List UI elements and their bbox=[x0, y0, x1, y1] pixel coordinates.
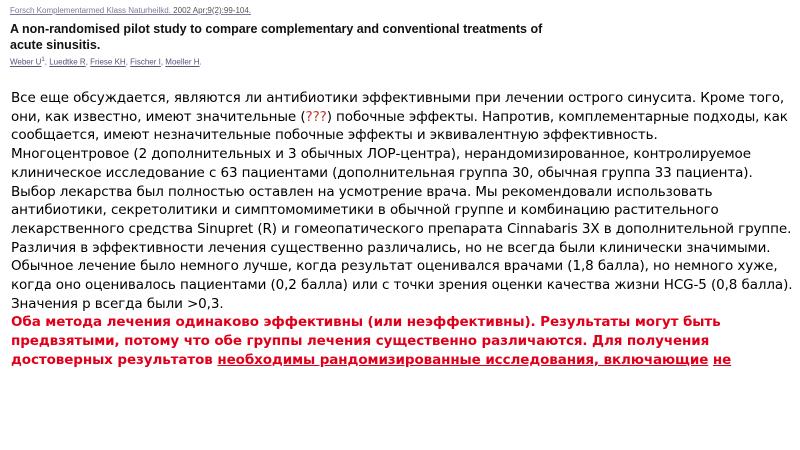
summary-text bbox=[11, 89, 797, 370]
paragraph-background bbox=[11, 89, 797, 145]
paragraph-conclusion bbox=[11, 313, 797, 369]
text-span: Все еще обсуждается, являются ли антибиотики эффективными при лечении острого синусита. Кроме того, они, как известно, имеют значительные ( bbox=[11, 90, 785, 125]
citation-title: A non-randomised pilot study to compare complementary and conventional treatments of acute sinusitis. bbox=[10, 22, 543, 52]
author-affiliation: 1 bbox=[41, 57, 45, 63]
underlined-text: не bbox=[712, 351, 732, 368]
citation-journal bbox=[10, 6, 251, 15]
paragraph-design: Многоцентровое (2 дополнительных и 3 обычных ЛОР-центра), нерандомизированное, контролируемое клиническое исследование с 63 пациентами (дополнительная группа 30, обычная группа 33 пациента). bbox=[11, 146, 753, 181]
citation-image bbox=[10, 0, 800, 72]
author-link[interactable]: Weber U bbox=[10, 57, 42, 67]
author-link[interactable]: Friese KH bbox=[90, 57, 126, 67]
text-span: Оба метода лечения одинаково эффективны (или неэффективны). Результаты могут быть предвзятыми, потому что обе группы лечения существенно различаются. Для получения достоверных результатов bbox=[11, 314, 721, 368]
author-link[interactable]: Moeller H bbox=[165, 57, 200, 67]
journal-date: 2002 Apr;9(2):99-104. bbox=[170, 6, 252, 15]
paragraph-results: Различия в эффективности лечения существенно различались, но не всегда были клинически значимыми. Обычное лечение было немного лучше, когда результат оценивался врачами (1,8 балла), но немного хуже, когда оно оценивалось пациентами (0,2 балла) или с точки зрения оценки качества жизни HCG-5 (0,8 балла). Значения р всегда были >0,3. bbox=[11, 239, 793, 312]
author-link[interactable]: Fischer I bbox=[130, 57, 161, 67]
underlined-text: необходимы рандомизированные исследования, включающие bbox=[217, 351, 709, 368]
author-link[interactable]: Luedtke R bbox=[49, 57, 86, 67]
journal-link[interactable]: Forsch Komplementarmed Klass Naturheilkd. bbox=[10, 6, 171, 15]
citation-authors: Weber $U^1$, Luedtke R, Friese KH, Fischer I, Moeller H. bbox=[10, 57, 202, 67]
text-span: ) побочные эффекты. Напротив, комплементарные подходы, как сообщается, имеют незначительные побочные эффекты и эквивалентную эффективность. bbox=[11, 108, 788, 144]
paragraph-methods: Выбор лекарства был полностью оставлен на усмотрение врача. Мы рекомендовали использовать антибиотики, секретолитики и симптомомиметики в обычной группе и комбинацию растительного лекарственного средства Sinupret (R) и гомеопатического препарата Cinnabaris 3X в дополнительной группе. bbox=[11, 183, 792, 237]
question-marks: ??? bbox=[305, 108, 327, 125]
